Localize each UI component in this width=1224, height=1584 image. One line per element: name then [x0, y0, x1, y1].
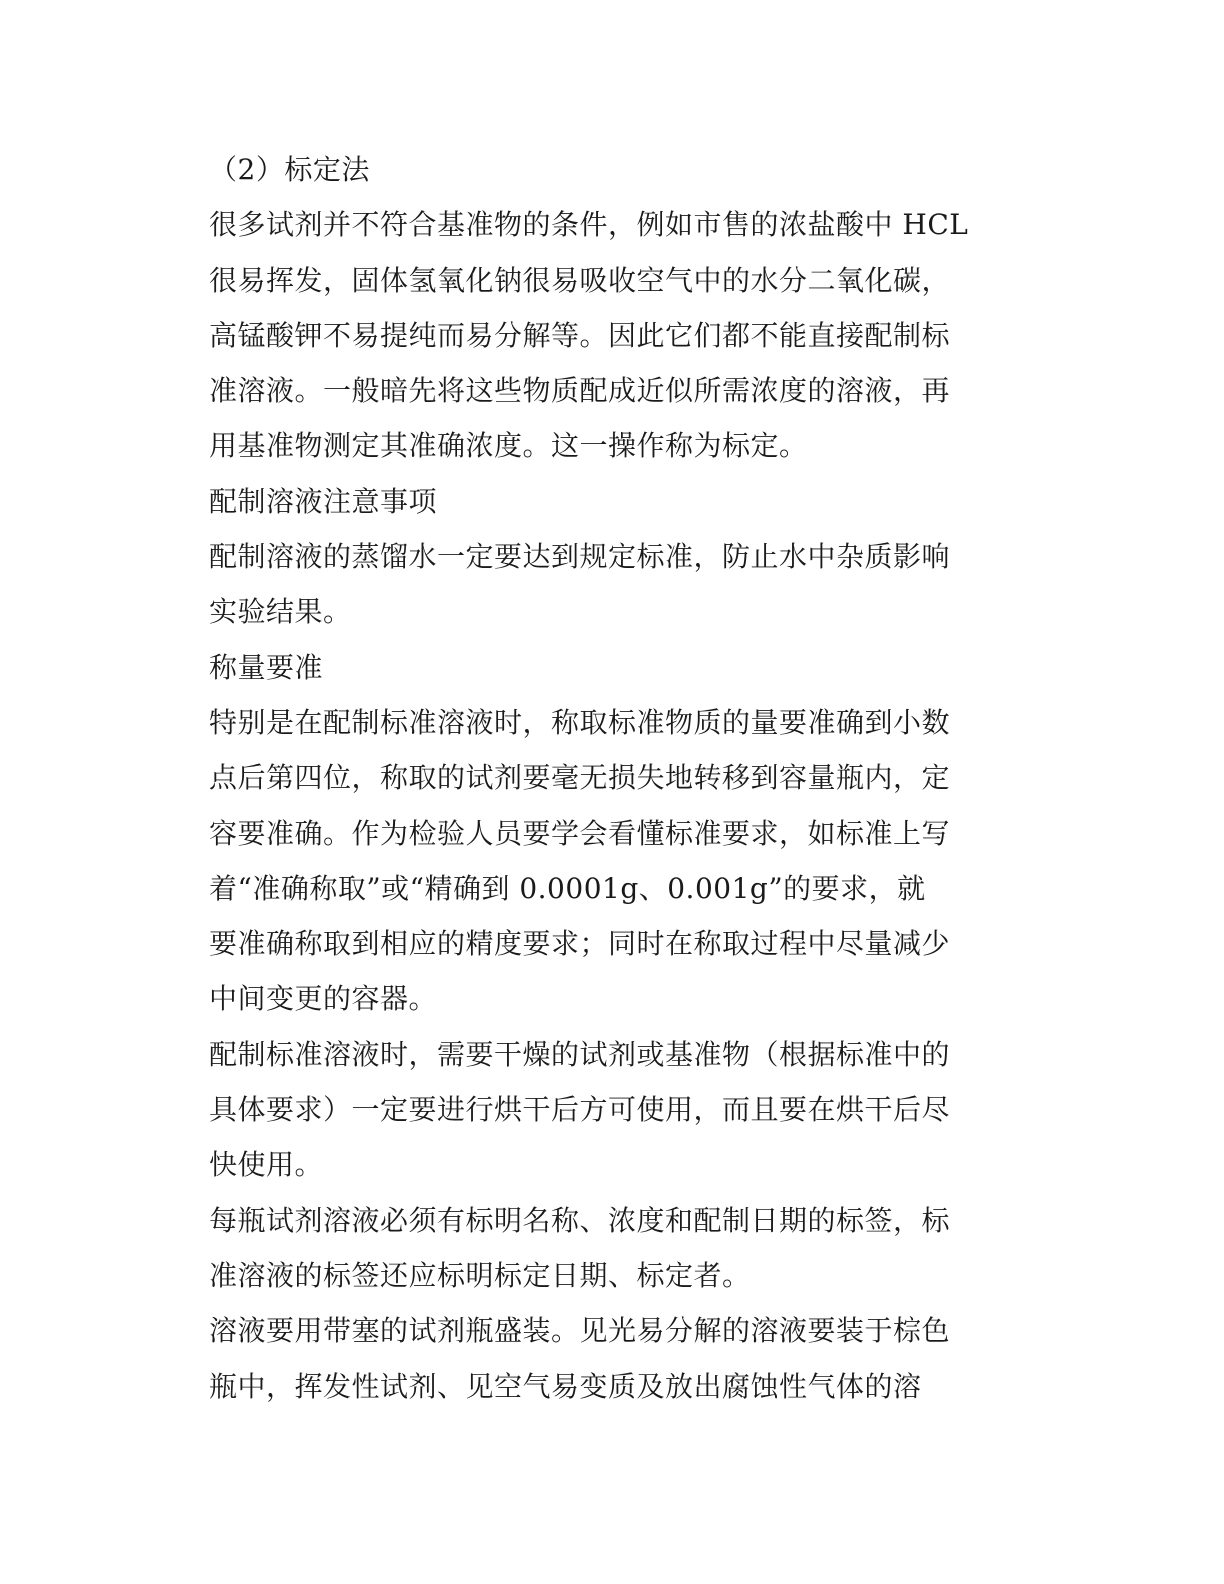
text-line: 着“准确称取”或“精确到 0.0001g、0.001g”的要求，就 — [209, 871, 926, 905]
text-line: 用基准物测定其准确浓度。这一操作称为标定。 — [209, 429, 808, 463]
section-heading-weighing: 称量要准 — [209, 650, 324, 684]
text-line: 点后第四位，称取的试剂要毫无损失地转移到容量瓶内，定 — [209, 761, 951, 795]
text-line: 准溶液。一般暗先将这些物质配成近似所需浓度的溶液，再 — [209, 374, 951, 408]
text-line: 很易挥发，固体氢氧化钠很易吸收空气中的水分二氧化碳， — [209, 263, 951, 297]
section-heading-precautions: 配制溶液注意事项 — [209, 484, 438, 518]
text-line: 快使用。 — [209, 1148, 324, 1182]
text-line: 中间变更的容器。 — [209, 982, 438, 1016]
text-line: 溶液要用带塞的试剂瓶盛装。见光易分解的溶液要装于棕色 — [209, 1314, 951, 1348]
text-line: 很多试剂并不符合基准物的条件，例如市售的浓盐酸中 HCL — [209, 208, 969, 242]
text-line: 瓶中，挥发性试剂、见空气易变质及放出腐蚀性气体的溶 — [209, 1369, 922, 1403]
document-body — [209, 142, 1005, 1414]
text-line: 实验结果。 — [209, 595, 352, 629]
text-line: 配制溶液的蒸馏水一定要达到规定标准，防止水中杂质影响 — [209, 540, 951, 574]
text-line: 容要准确。作为检验人员要学会看懂标准要求，如标准上写 — [209, 816, 951, 850]
text-line: 配制标准溶液时，需要干燥的试剂或基准物（根据标准中的 — [209, 1037, 951, 1071]
text-line: 具体要求）一定要进行烘干后方可使用，而且要在烘干后尽 — [209, 1093, 951, 1127]
text-line: 高锰酸钾不易提纯而易分解等。因此它们都不能直接配制标 — [209, 318, 951, 352]
text-line: 准溶液的标签还应标明标定日期、标定者。 — [209, 1258, 751, 1292]
text-line: 每瓶试剂溶液必须有标明名称、浓度和配制日期的标签，标 — [209, 1203, 951, 1237]
text-line: 特别是在配制标准溶液时，称取标准物质的量要准确到小数 — [209, 705, 951, 739]
text-line: 要准确称取到相应的精度要求；同时在称取过程中尽量减少 — [209, 927, 951, 961]
section-heading-calibration-method: （2）标定法 — [209, 153, 370, 186]
